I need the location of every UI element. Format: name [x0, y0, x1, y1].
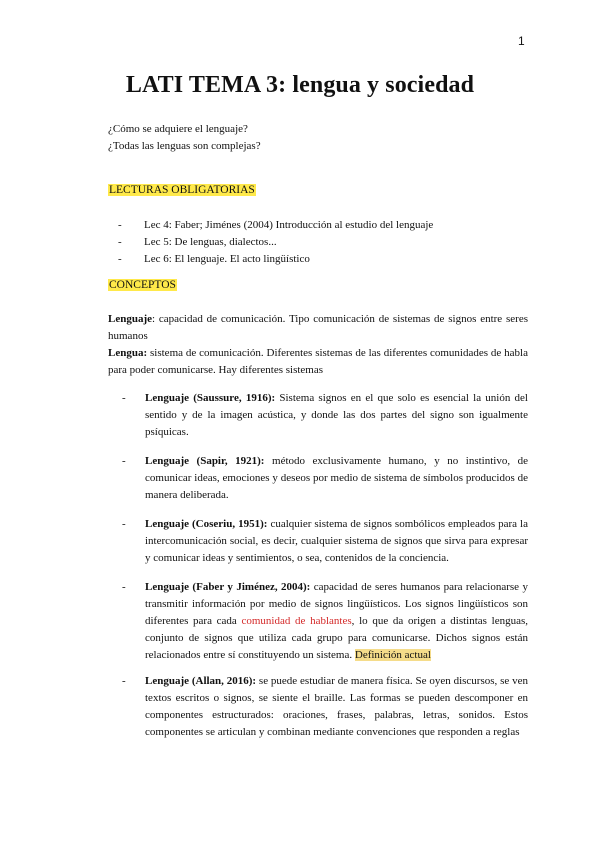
readings-heading: LECTURAS OBLIGATORIAS — [109, 184, 255, 196]
term: Lenguaje — [108, 313, 152, 325]
concepts-heading: CONCEPTOS — [109, 279, 176, 291]
highlighted-note: Definición actual — [354, 649, 431, 661]
lengua-definition: Lengua: sistema de comunicación. Diferentes sistemas de las diferentes comunidades de habla para poder comunicarse. Hay diferentes sistemas — [108, 347, 528, 376]
definition-saussure: - Lenguaje (Saussure, 1916): Sistema signos en el que solo es esencial la unión del sentido y de la imagen acústica, y donde las dos partes del signo son igualmente psíquicas. — [122, 392, 528, 438]
question-1: ¿Cómo se adquiere el lenguaje? — [108, 123, 248, 135]
question-2: ¿Todas las lenguas son complejas? — [108, 140, 261, 152]
red-emphasis: comunidad de hablantes — [241, 615, 352, 627]
definition-allan: - Lenguaje (Allan, 2016): se puede estudiar de manera física. Se oyen discursos, se ven textos escritos o signos, se siente el braille. Las formas se pueden descomponer en componentes estructurados: oraciones, frases, palabras, letras, sonidos. Estos componentes se articulan y combinan mediante convenciones que responden a reglas — [122, 675, 528, 738]
definition-faber-jimenez: - Lenguaje (Faber y Jiménez, 2004): capacidad de seres humanos para relacionarse y transmitir información por medio de signos lingüísticos. Los signos lingüísticos son diferentes para cada comunidad de hablantes, lo que da origen a distintas lenguas, conjunto de signos que utiliza cada grupo para comunicarse. Dichos signos están relacionados entre sí constituyendo un sistema. Definición actual — [122, 581, 528, 661]
basic-definitions — [108, 311, 528, 379]
reading-item: - Lec 5: De lenguas, dialectos... — [118, 234, 433, 251]
bullet-dash: - — [122, 518, 126, 530]
reading-item: - Lec 4: Faber; Jiménes (2004) Introducción al estudio del lenguaje — [118, 217, 433, 234]
lenguaje-definition: Lenguaje: capacidad de comunicación. Tipo comunicación de sistemas de signos entre seres humanos — [108, 313, 528, 342]
page-title: LATI TEMA 3: lengua y sociedad — [125, 72, 475, 98]
definition-coseriu: - Lenguaje (Coseriu, 1951): cualquier sistema de signos sombólicos empleados para la intercomunicación social, es decir, cualquier sistema de signos que sirva para expresar y comunicar ideas y sentimientos, o sea, contenidos de la conciencia. — [122, 518, 528, 564]
bullet-dash: - — [122, 455, 126, 467]
bullet-dash: - — [122, 581, 126, 593]
definition-sapir: - Lenguaje (Sapir, 1921): método exclusivamente humano, y no instintivo, de comunicar ideas, emociones y deseos por medio de sistema de símbolos producidos de manera deliberada. — [122, 455, 529, 501]
bullet-dash: - — [118, 253, 122, 265]
page-number: 1 — [518, 34, 525, 48]
bullet-dash: - — [118, 219, 122, 231]
questions-block — [108, 121, 261, 155]
readings-list — [118, 217, 433, 268]
reading-item: - Lec 6: El lenguaje. El acto lingüístico — [118, 251, 433, 268]
term: Lengua: — [108, 347, 148, 359]
bullet-dash: - — [122, 392, 126, 404]
bullet-dash: - — [118, 236, 122, 248]
bullet-dash: - — [122, 675, 126, 687]
